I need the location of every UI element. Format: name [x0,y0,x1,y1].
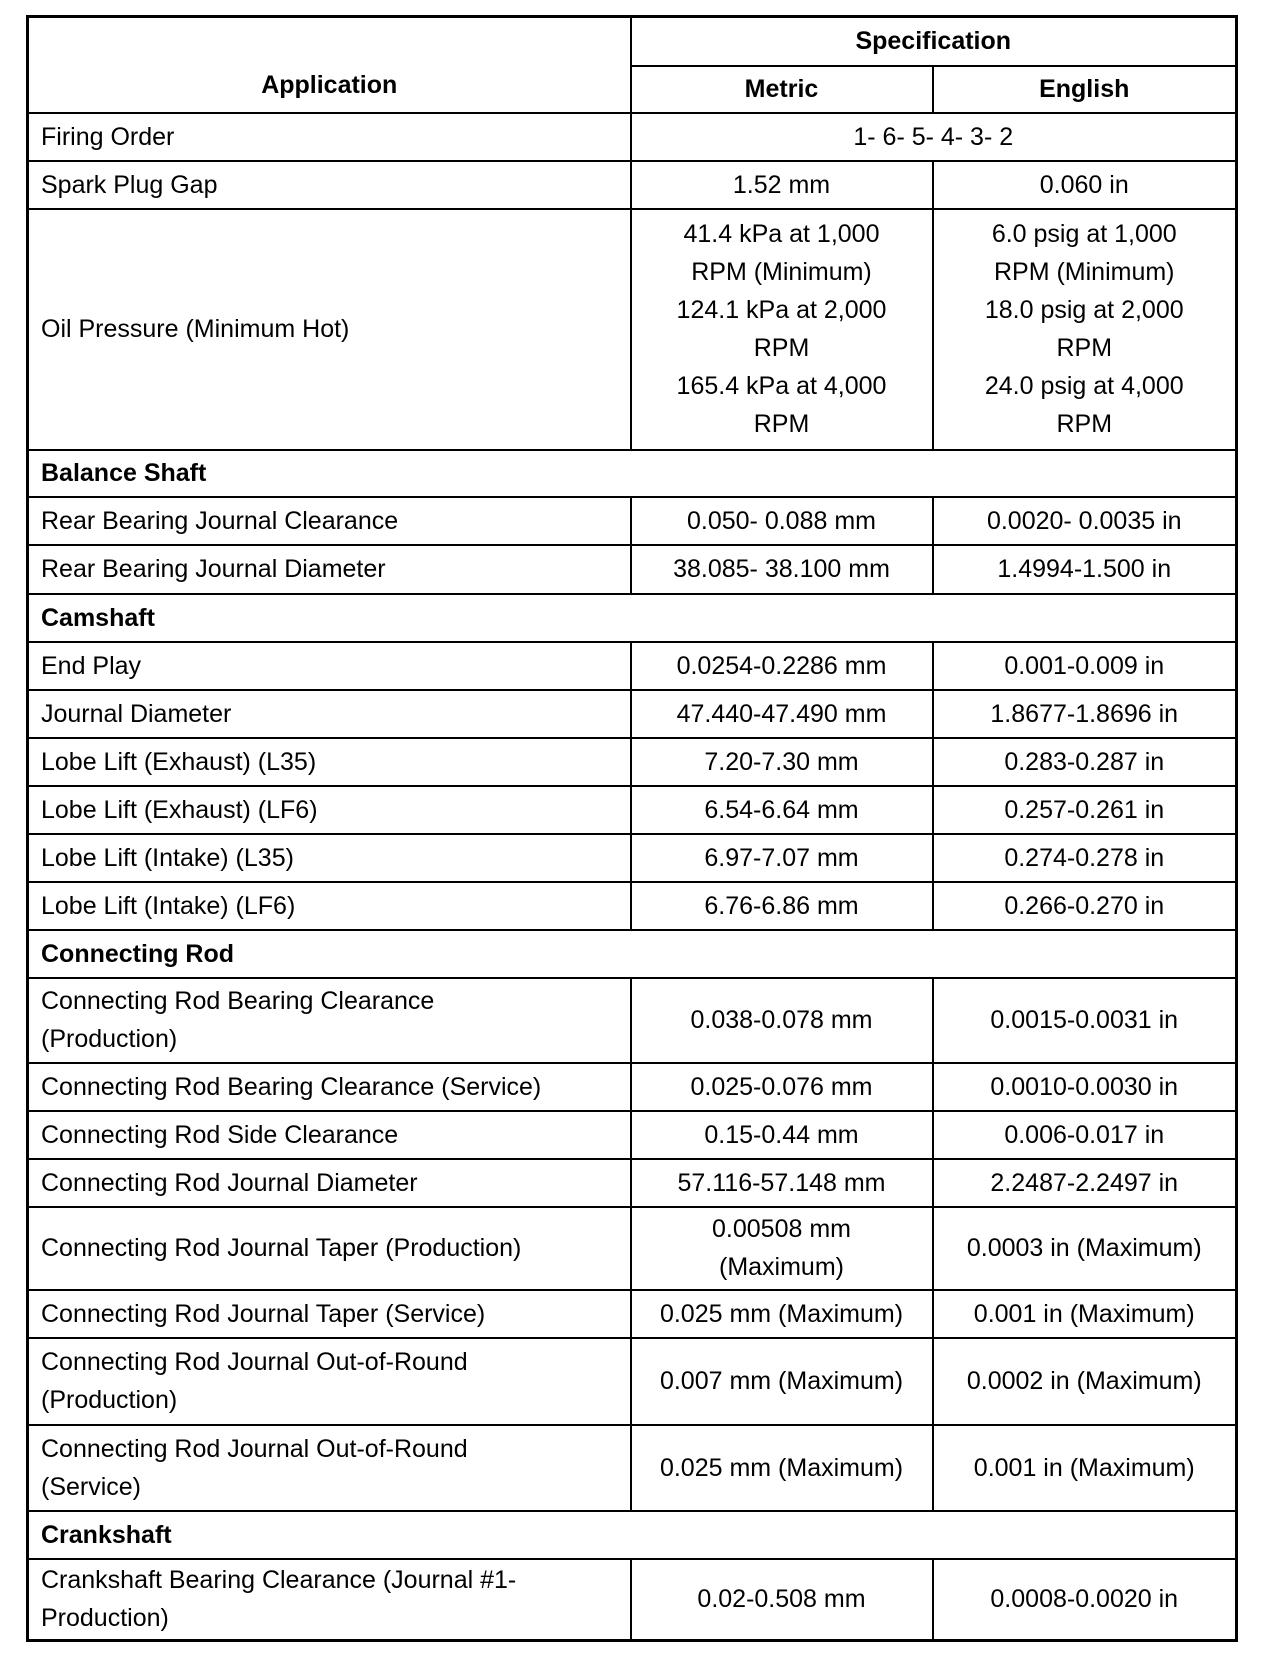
metric-value: 0.15-0.44 mm [631,1111,933,1159]
english-value: 0.001 in (Maximum) [933,1290,1237,1338]
table-row [28,1290,1237,1338]
section-header-camshaft [28,594,1237,642]
table-row [28,497,1237,545]
metric-value: 0.00508 mm (Maximum) [631,1207,933,1290]
table-row [28,1159,1237,1207]
english-value: 0.0020- 0.0035 in [933,497,1237,545]
english-value: 0.060 in [933,161,1237,209]
row-label: Rear Bearing Journal Diameter [28,545,631,594]
metric-value: 47.440-47.490 mm [631,690,933,738]
english-value: 1.4994-1.500 in [933,545,1237,594]
metric-value: 41.4 kPa at 1,000 RPM (Minimum) 124.1 kPa at 2,000 RPM 165.4 kPa at 4,000 RPM [631,209,933,450]
english-value: 0.0002 in (Maximum) [933,1338,1237,1425]
section-header-crankshaft [28,1511,1237,1559]
table-row [28,978,1237,1063]
row-label: End Play [28,642,631,690]
header-english: English [933,66,1237,113]
row-label: Connecting Rod Journal Taper (Service) [28,1290,631,1338]
row-label: Lobe Lift (Exhaust) (LF6) [28,786,631,834]
row-label: Oil Pressure (Minimum Hot) [28,209,631,450]
table-row-spark-plug-gap [28,161,1237,209]
row-label: Connecting Rod Journal Out-of-Round (Service) [28,1425,631,1511]
header-application: Application [28,17,631,113]
row-label: Journal Diameter [28,690,631,738]
english-value: 6.0 psig at 1,000 RPM (Minimum) 18.0 psig at 2,000 RPM 24.0 psig at 4,000 RPM [933,209,1237,450]
metric-value: 0.025 mm (Maximum) [631,1290,933,1338]
header-specification: Specification [631,17,1237,66]
table-row [28,1111,1237,1159]
metric-value: 0.007 mm (Maximum) [631,1338,933,1425]
section-title: Crankshaft [28,1511,1237,1559]
metric-value: 6.76-6.86 mm [631,882,933,930]
row-label: Connecting Rod Journal Taper (Production) [28,1207,631,1290]
metric-value: 0.038-0.078 mm [631,978,933,1063]
table-row [28,786,1237,834]
row-label: Rear Bearing Journal Clearance [28,497,631,545]
metric-value: 0.02-0.508 mm [631,1559,933,1641]
english-value: 1.8677-1.8696 in [933,690,1237,738]
row-label: Lobe Lift (Intake) (LF6) [28,882,631,930]
metric-value: 38.085- 38.100 mm [631,545,933,594]
section-title: Connecting Rod [28,930,1237,978]
metric-value: 7.20-7.30 mm [631,738,933,786]
table-row [28,642,1237,690]
english-value: 2.2487-2.2497 in [933,1159,1237,1207]
table-row [28,1063,1237,1111]
metric-value: 0.050- 0.088 mm [631,497,933,545]
english-value: 0.001 in (Maximum) [933,1425,1237,1511]
metric-value: 6.54-6.64 mm [631,786,933,834]
metric-value: 57.116-57.148 mm [631,1159,933,1207]
table-row [28,1338,1237,1425]
firing-order-value: 1- 6- 5- 4- 3- 2 [631,113,1237,161]
row-label: Connecting Rod Bearing Clearance (Service) [28,1063,631,1111]
english-value: 0.0008-0.0020 in [933,1559,1237,1641]
english-value: 0.274-0.278 in [933,834,1237,882]
section-title: Balance Shaft [28,450,1237,497]
table-row [28,1207,1237,1290]
english-value: 0.001-0.009 in [933,642,1237,690]
english-value: 0.0010-0.0030 in [933,1063,1237,1111]
english-value: 0.006-0.017 in [933,1111,1237,1159]
table-row [28,882,1237,930]
section-header-balance-shaft [28,450,1237,497]
table-row [28,1425,1237,1511]
row-label: Connecting Rod Journal Out-of-Round (Production) [28,1338,631,1425]
header-metric: Metric [631,66,933,113]
specification-table [26,15,1238,1642]
table-row [28,834,1237,882]
table-row [28,738,1237,786]
english-value: 0.257-0.261 in [933,786,1237,834]
row-label: Connecting Rod Journal Diameter [28,1159,631,1207]
row-label: Firing Order [28,113,631,161]
english-value: 0.0003 in (Maximum) [933,1207,1237,1290]
metric-value: 0.025-0.076 mm [631,1063,933,1111]
metric-value: 0.0254-0.2286 mm [631,642,933,690]
row-label: Spark Plug Gap [28,161,631,209]
table-row [28,1559,1237,1641]
english-value: 0.266-0.270 in [933,882,1237,930]
section-header-connecting-rod [28,930,1237,978]
row-label: Lobe Lift (Intake) (L35) [28,834,631,882]
section-title: Camshaft [28,594,1237,642]
metric-value: 1.52 mm [631,161,933,209]
row-label: Connecting Rod Side Clearance [28,1111,631,1159]
table-row-oil-pressure [28,209,1237,450]
table-row [28,545,1237,594]
table-row-firing-order [28,113,1237,161]
english-value: 0.0015-0.0031 in [933,978,1237,1063]
row-label: Connecting Rod Bearing Clearance (Production) [28,978,631,1063]
metric-value: 0.025 mm (Maximum) [631,1425,933,1511]
row-label: Crankshaft Bearing Clearance (Journal #1- Production) [28,1559,631,1641]
table-row [28,690,1237,738]
metric-value: 6.97-7.07 mm [631,834,933,882]
english-value: 0.283-0.287 in [933,738,1237,786]
row-label: Lobe Lift (Exhaust) (L35) [28,738,631,786]
